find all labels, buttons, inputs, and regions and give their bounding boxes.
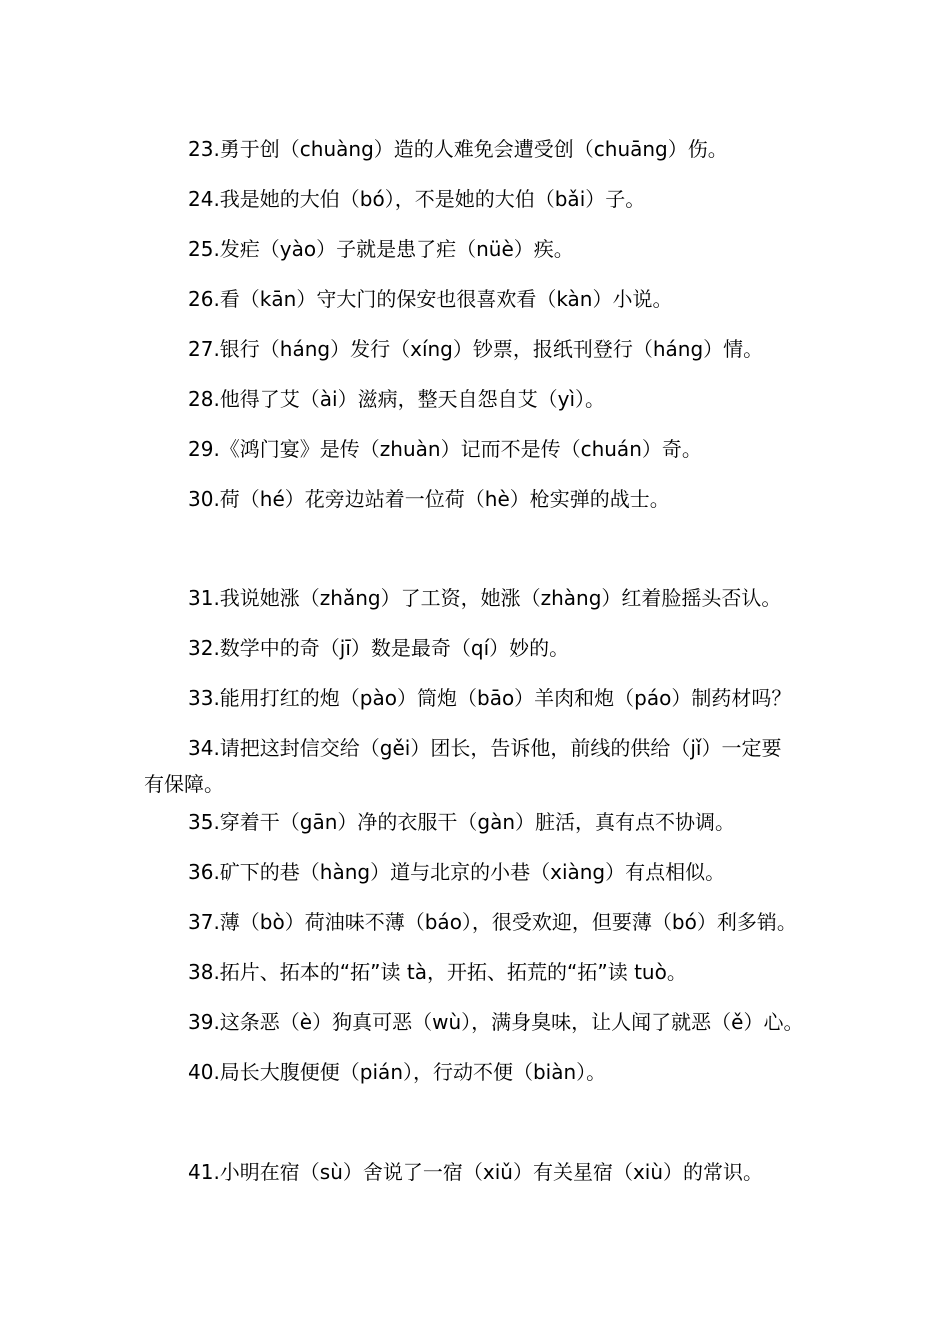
sentence-25: 25.发疟（yào）子就是患了疟（nüè）疾。 xyxy=(188,237,574,261)
sentence-27: 27.银行（háng）发行（xíng）钞票，报纸刊登行（háng）情。 xyxy=(188,337,764,361)
sentence-40: 40.局长大腹便便（pián），行动不便（biàn）。 xyxy=(188,1060,607,1084)
sentence-36: 36.矿下的巷（hàng）道与北京的小巷（xiàng）有点相似。 xyxy=(188,860,726,884)
sentence-30: 30.荷（hé）花旁边站着一位荷（hè）枪实弹的战士。 xyxy=(188,487,670,511)
sentence-37: 37.薄（bò）荷油味不薄（báo），很受欢迎，但要薄（bó）利多销。 xyxy=(188,910,797,934)
sentence-38: 38.拓片、拓本的“拓”读 tà，开拓、拓荒的“拓”读 tuò。 xyxy=(188,960,687,984)
sentence-23: 23.勇于创（chuàng）造的人难免会遭受创（chuāng）伤。 xyxy=(188,137,728,161)
sentence-39: 39.这条恶（è）狗真可恶（wù），满身臭味，让人闻了就恶（ě）心。 xyxy=(188,1010,804,1034)
sentence-35: 35.穿着干（gān）净的衣服干（gàn）脏活，真有点不协调。 xyxy=(188,810,736,834)
sentence-28: 28.他得了艾（ài）滋病，整天自怨自艾（yì）。 xyxy=(188,387,606,411)
sentence-31: 31.我说她涨（zhǎng）了工资，她涨（zhàng）红着脸摇头否认。 xyxy=(188,586,782,610)
sentence-34-continued: 有保障。 xyxy=(144,772,224,796)
sentence-32: 32.数学中的奇（jī）数是最奇（qí）妙的。 xyxy=(188,636,570,660)
sentence-33: 33.能用打红的炮（pào）筒炮（bāo）羊肉和炮（páo）制药材吗？ xyxy=(188,686,792,710)
sentence-24: 24.我是她的大伯（bó），不是她的大伯（bǎi）子。 xyxy=(188,187,646,211)
sentence-41: 41.小明在宿（sù）舍说了一宿（xiǔ）有关星宿（xiù）的常识。 xyxy=(188,1160,764,1184)
sentence-29: 29.《鸿门宴》是传（zhuàn）记而不是传（chuán）奇。 xyxy=(188,437,702,461)
sentence-26: 26.看（kān）守大门的保安也很喜欢看（kàn）小说。 xyxy=(188,287,673,311)
sentence-34: 34.请把这封信交给（gěi）团长，告诉他，前线的供给（jǐ）一定要 xyxy=(188,736,782,760)
